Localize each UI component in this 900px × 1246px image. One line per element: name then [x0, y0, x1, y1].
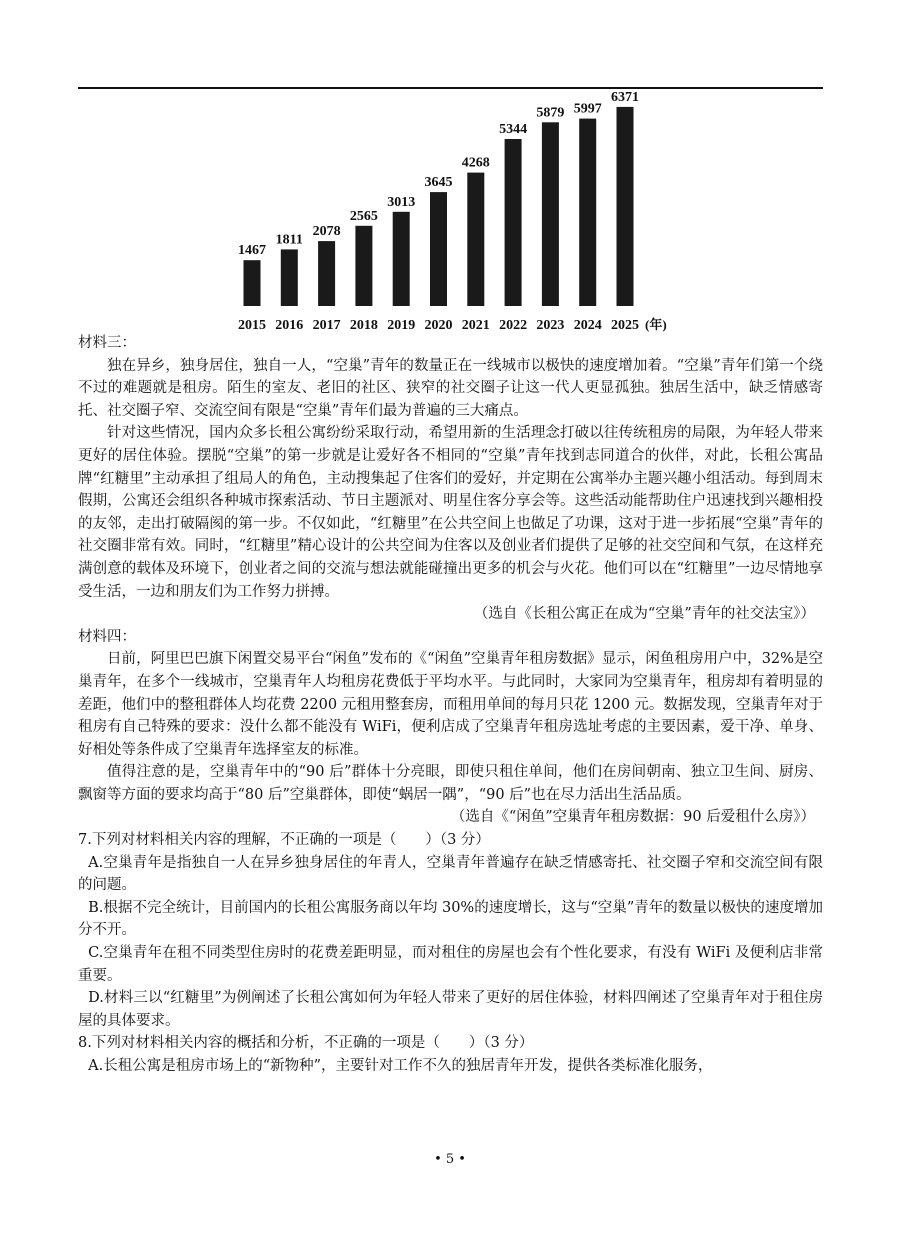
value-label-2016: 1811 [275, 232, 303, 248]
material3-source: （选自《长租公寓正在成为“空巢”青年的社交法宝》） [473, 606, 815, 623]
value-label-2019: 3013 [387, 194, 416, 210]
category-label-2021: 2021 [461, 318, 490, 333]
value-label-2018: 2565 [349, 208, 378, 224]
value-label-2021: 4268 [461, 155, 490, 171]
material3-label: 材料三： [78, 335, 136, 351]
bar-2022 [505, 139, 522, 306]
category-label-2020: 2020 [424, 318, 453, 333]
bar-2017 [318, 241, 335, 306]
bar-2021 [467, 173, 484, 306]
value-label-2024: 5997 [573, 101, 602, 117]
value-label-2015: 1467 [238, 243, 266, 259]
x-unit-suffix: (年) [645, 317, 667, 332]
category-label-2017: 2017 [312, 318, 341, 333]
question-7-option-b: B.根据不完全统计，目前国内的长租公寓服务商以年均 30%的速度增长，这与“空巢”青年的数量以极快的速度增加分不开。 [78, 899, 823, 939]
question-7-option-a: A.空巢青年是指独自一人在异乡独身居住的年青人，空巢青年普遍存在缺乏情感寄托、社交圈子窄和交流空间有限的问题。 [78, 854, 823, 894]
value-label-2017: 2078 [312, 224, 341, 240]
material4-paragraph-2: 值得注意的是，空巢青年中的“90 后”群体十分亮眼，即使只租住单间，他们在房间朝南、独立卫生间、厨房、飘窗等方面的要求均高于“80 后”空巢群体，即使“蜗居一隅”，“90 后”也在尽力活出生活品质。 [78, 764, 823, 803]
value-label-2022: 5344 [499, 122, 528, 137]
bar-chart [0, 0, 900, 340]
question-7-option-d: D.材料三以“红糖里”为例阐述了长租公寓如何为年轻人带来了更好的居住体验，材料四阐述了空巢青年对于租住房屋的具体要求。 [78, 990, 823, 1029]
bar-2018 [355, 226, 372, 306]
category-label-2016: 2016 [275, 318, 304, 333]
material3-paragraph-1: 独在异乡，独身居住，独自一人，“空巢”青年的数量正在一线城市以极快的速度增加着。“空巢”青年们第一个绕不过的难题就是租房。陌生的室友、老旧的社区、狭窄的社交圈子让这一代人更显孤独。独居生活中，缺乏情感寄托、社交圈子窄、交流空间有限是“空巢”青年们最为普遍的三大痛点。 [78, 357, 823, 419]
bar-2019 [393, 212, 410, 306]
material4-source: （选自《“闲鱼”空巢青年租房数据：90 后爱租什么房》） [450, 809, 815, 826]
category-label-2019: 2019 [387, 318, 416, 333]
question-8-stem: 8.下列对材料相关内容的概括和分析，不正确的一项是（ ）（3 分） [78, 1035, 534, 1052]
question-8-option-a: A.长租公寓是租房市场上的“新物种”，主要针对工作不久的独居青年开发，提供各类标准化服务， [88, 1058, 713, 1074]
bar-2016 [281, 249, 298, 306]
bar-2024 [579, 119, 596, 306]
value-label-2023: 5879 [536, 105, 565, 121]
category-label-2022: 2022 [499, 318, 528, 333]
bar-2015 [244, 260, 261, 306]
question-7-stem: 7.下列对材料相关内容的理解，不正确的一项是（ ）（3 分） [78, 832, 490, 849]
material4-label: 材料四： [78, 628, 136, 645]
value-label-2025: 6371 [611, 89, 639, 105]
value-label-2020: 3645 [424, 175, 453, 191]
category-label-2024: 2024 [573, 318, 602, 333]
question-7-option-c: C.空巢青年在租不同类型住房时的花费差距明显，而对租住的房屋也会有个性化要求，有没有 WiFi 及便利店非常重要。 [78, 945, 823, 984]
material4-paragraph-1: 日前，阿里巴巴旗下闲置交易平台“闲鱼”发布的《“闲鱼”空巢青年租房数据》显示，闲鱼租房用户中，32%是空巢青年，在多个一线城市，空巢青年人均租房花费低于平均水平。与此同时，大家同为空巢青年，租房却有着明显的差距，他们中的整租群体人均花费 2200 元租用整套房，而租用单间的每月只花 1200 元。数据发现，空巢青年对于租房有自己特殊的要求：没什么都不能没有 WiFi，便利店成了空巢青年租房选址考虑的主要因素，爱干净、单身、好相处等条件成了空巢青年选择室友的标准。 [78, 651, 823, 758]
bar-2023 [542, 122, 559, 306]
category-label-2018: 2018 [349, 318, 378, 333]
category-label-2015: 2015 [238, 318, 266, 333]
category-label-2023: 2023 [536, 318, 565, 333]
bar-2020 [430, 192, 447, 306]
document-body [78, 332, 823, 1078]
category-label-2025: 2025 [611, 318, 639, 333]
page-number: • 5 • [434, 1152, 466, 1167]
material3-paragraph-2: 针对这些情况，国内众多长租公寓纷纷采取行动，希望用新的生活理念打破以往传统租房的局限，为年轻人带来更好的居住体验。摆脱“空巢”的第一步就是让爱好各不相同的“空巢”青年找到志同道合的伙伴，对此，长租公寓品牌“红糖里”主动承担了组局人的角色，主动搜集起了住客们的爱好，并定期在公寓举办主题兴趣小组活动。每到周末假期，公寓还会组织各种城市探索活动、节日主题派对、明星住客分享会等。这些活动能帮助住户迅速找到兴趣相投的友邻，走出打破隔阂的第一步。不仅如此，“红糖里”在公共空间上也做足了功课，这对于进一步拓展“空巢”青年的社交圈非常有效。同时，“红糖里”精心设计的公共空间为住客以及创业者们提供了足够的社交空间和气氛，在这样充满创意的载体及环境下，创业者之间的交流与想法就能碰撞出更多的机会与火花。他们可以在“红糖里”一边尽情地享受生活，一边和朋友们为工作努力拼搏。 [78, 425, 823, 600]
bar-2025 [617, 107, 634, 306]
